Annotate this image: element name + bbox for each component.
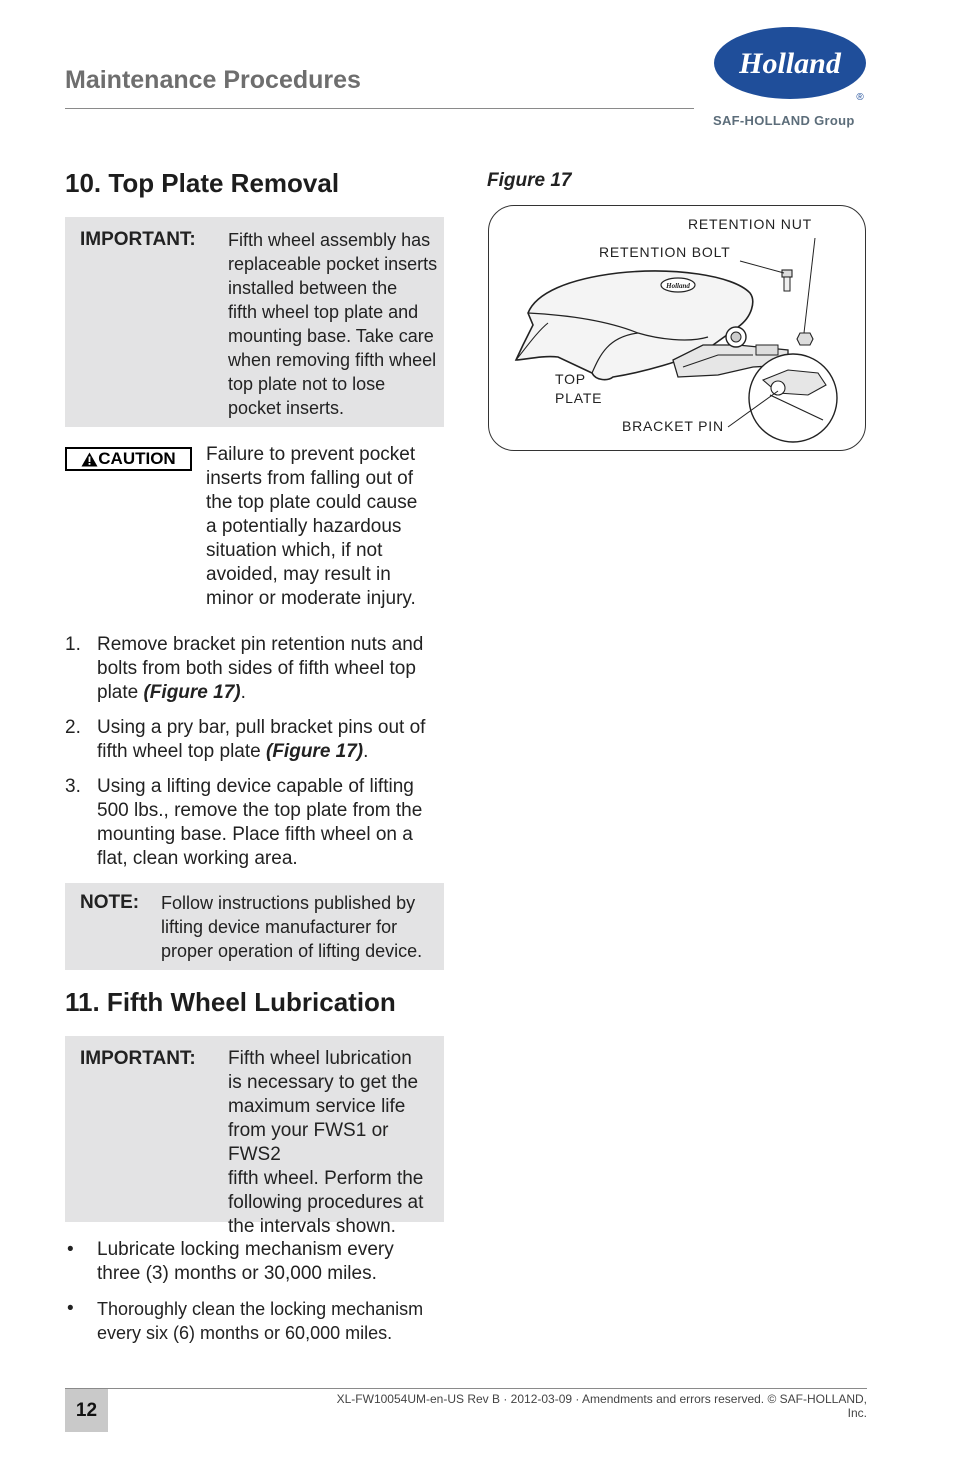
- caution-label: CAUTION: [98, 449, 176, 468]
- important-label: IMPORTANT:: [80, 229, 196, 250]
- figure-label: Figure 17: [487, 170, 572, 191]
- caution-badge: [65, 447, 192, 471]
- list-item: 2. Using a pry bar, pull bracket pins out of fifth wheel top plate (Figure 17).: [65, 717, 426, 762]
- callout-top-plate: TOP PLATE: [555, 371, 603, 406]
- note-label: NOTE:: [80, 892, 140, 913]
- list-item: • Thoroughly clean the locking mechanism every six (6) months or 60,000 miles.: [67, 1298, 424, 1343]
- important-box-lubrication: [65, 1036, 444, 1237]
- warning-triangle-icon: [81, 452, 98, 467]
- footer-document-info: XL-FW10054UM-en-US Rev B · 2012-03-09 · Amendments and errors reserved. © SAF-HOLLAND, Inc.: [336, 1392, 867, 1420]
- important-text: Fifth wheel assembly has replaceable pocket inserts installed between the fifth wheel top plate and mounting base. Take care when removing fifth wheel top plate not to lose pocket inserts.: [228, 230, 438, 418]
- list-item: 1. Remove bracket pin retention nuts and bolts from both sides of fifth wheel top plate (Figure 17).: [65, 634, 424, 703]
- note-text: Follow instructions published by lifting device manufacturer for proper operation of lifting device.: [161, 893, 423, 961]
- list-item: • Lubricate locking mechanism every three (3) months or 30,000 miles.: [67, 1239, 394, 1284]
- plate-logo-text: Holland: [666, 282, 690, 290]
- registered-mark: ®: [856, 92, 864, 103]
- bullet: •: [67, 1239, 74, 1260]
- important-text: Fifth wheel lubrication is necessary to get the maximum service life from your FWS1 or FWS2 fifth wheel. Perform the following procedures at the intervals shown.: [228, 1048, 424, 1237]
- figure-reference: (Figure 17): [143, 682, 241, 703]
- figure-reference: (Figure 17): [266, 741, 364, 762]
- bullet: •: [67, 1298, 74, 1319]
- caution-text: Failure to prevent pocket inserts from falling out of the top plate could cause a potentially hazardous situation which, if not avoided, may result in minor or moderate injury.: [206, 444, 418, 609]
- page-number: 12: [65, 1389, 108, 1432]
- logo-wordmark: Holland: [739, 47, 841, 80]
- list-item: 3. Using a lifting device capable of lifting 500 lbs., remove the top plate from the mounting base. Place fifth wheel on a flat, clean working area.: [65, 776, 423, 869]
- callout-bracket-pin: BRACKET PIN: [622, 418, 724, 434]
- header-divider: [65, 108, 694, 109]
- fifth-wheel-illustration: [488, 205, 866, 451]
- section-title-top-plate-removal: 10. Top Plate Removal: [65, 168, 340, 198]
- footer-divider: [65, 1388, 867, 1389]
- company-group-label: SAF-HOLLAND Group: [713, 113, 855, 128]
- important-label: IMPORTANT:: [80, 1048, 196, 1069]
- section-title-fifth-wheel-lubrication: 11. Fifth Wheel Lubrication: [65, 987, 396, 1017]
- callout-retention-nut: RETENTION NUT: [688, 216, 812, 232]
- note-box: [65, 883, 444, 970]
- page-title: Maintenance Procedures: [65, 66, 361, 94]
- figure-17-frame: [488, 205, 866, 451]
- important-box-top-plate: [65, 217, 444, 427]
- callout-retention-bolt: RETENTION BOLT: [599, 244, 731, 260]
